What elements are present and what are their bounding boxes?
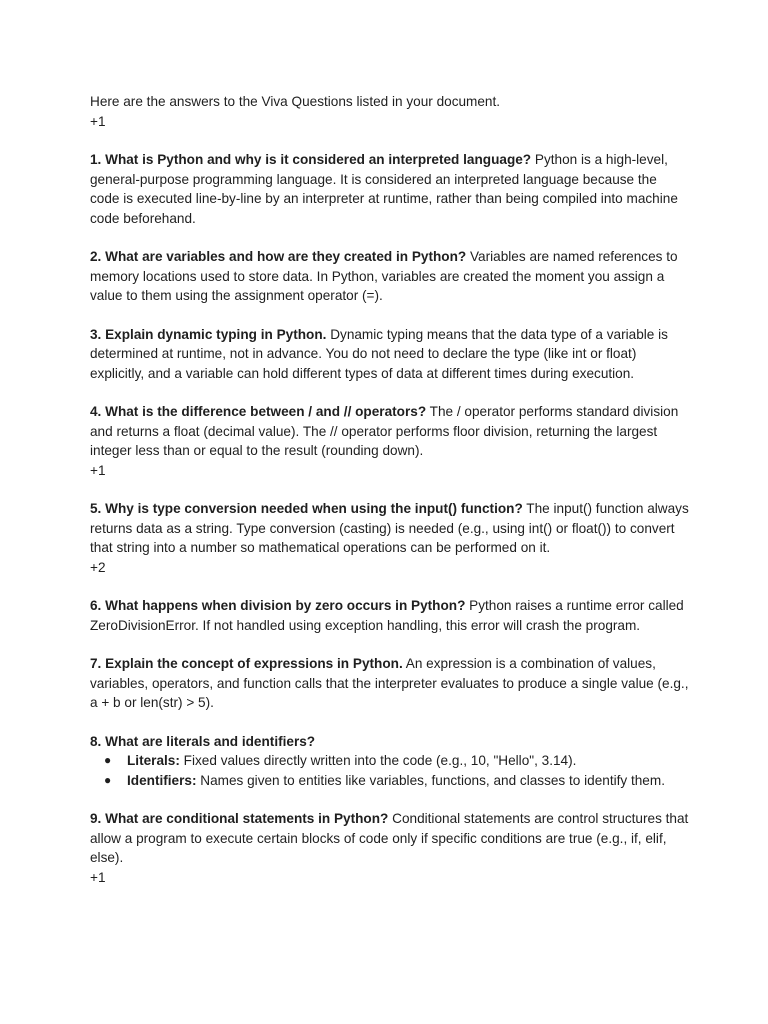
answer-6: Python raises a runtime error called ZeroDivisionError. If not handled using exception handling, this error will crash the program. xyxy=(90,598,684,633)
bullet-term: Literals: xyxy=(127,753,180,768)
qa-1 xyxy=(90,150,690,228)
answer-7: An expression is a combination of values, variables, operators, and function calls that the interpreter evaluates to produce a single value (e.g., a + b or len(str) > 5). xyxy=(90,656,689,710)
answer-4: The / operator performs standard division and returns a float (decimal value). The // operator performs floor division, returning the largest integer less than or equal to the result (rounding down). xyxy=(90,404,679,458)
intro-text: Here are the answers to the Viva Questions listed in your document. xyxy=(90,94,501,109)
citation-badge: +1 xyxy=(90,869,106,885)
qa-4 xyxy=(90,402,690,480)
document-content xyxy=(90,92,690,906)
bullet-list xyxy=(90,751,690,790)
question-6: 6. What happens when division by zero occurs in Python? xyxy=(90,598,466,613)
answer-5: The input() function always returns data as a string. Type conversion (casting) is needed (e.g., using int() or float()) to convert that string into a number so mathematical operations can be performed on it. xyxy=(90,501,689,555)
question-1: 1. What is Python and why is it considered an interpreted language? xyxy=(90,152,532,167)
qa-8 xyxy=(90,732,690,791)
citation-badge: +2 xyxy=(90,559,106,575)
bullet-text: Fixed values directly written into the code (e.g., 10, "Hello", 3.14). xyxy=(183,753,577,768)
answer-3: Dynamic typing means that the data type of a variable is determined at runtime, not in advance. You do not need to declare the type (like int or float) explicitly, and a variable can hold different types of data at different times during execution. xyxy=(90,326,668,381)
intro-paragraph xyxy=(90,92,690,131)
question-9: 9. What are conditional statements in Python? xyxy=(90,811,389,826)
qa-3 xyxy=(90,325,690,384)
qa-6 xyxy=(90,596,690,635)
qa-2 xyxy=(90,247,690,306)
bullet-text: Names given to entities like variables, functions, and classes to identify them. xyxy=(200,772,665,788)
qa-7 xyxy=(90,654,690,713)
question-4: 4. What is the difference between / and // operators? xyxy=(90,404,427,419)
answer-9: Conditional statements are control structures that allow a program to execute certain blocks of code only if specific conditions are true (e.g., if, elif, else). xyxy=(90,811,689,865)
list-item-literals xyxy=(90,751,690,771)
citation-badge: +1 xyxy=(90,113,106,129)
question-2: 2. What are variables and how are they created in Python? xyxy=(90,249,467,264)
bullet-icon: ● xyxy=(104,772,112,787)
answer-2: Variables are named references to memory locations used to store data. In Python, variables are created the moment you assign a value to them using the assignment operator (=). xyxy=(90,249,678,303)
question-5: 5. Why is type conversion needed when using the input() function? xyxy=(90,501,523,516)
citation-badge: +1 xyxy=(90,462,106,478)
question-3: 3. Explain dynamic typing in Python. xyxy=(90,326,327,342)
answer-1: Python is a high-level, general-purpose programming language. It is considered an interpreted language because the code is executed line-by-line by an interpreter at runtime, rather than being compiled into machine code beforehand. xyxy=(90,152,678,226)
question-7: 7. Explain the concept of expressions in Python. xyxy=(90,656,403,671)
qa-9 xyxy=(90,809,690,887)
bullet-term: Identifiers: xyxy=(127,772,197,788)
qa-5 xyxy=(90,499,690,577)
list-item-identifiers xyxy=(90,771,690,791)
question-8: 8. What are literals and identifiers? xyxy=(90,733,316,749)
bullet-icon: ● xyxy=(104,753,112,767)
